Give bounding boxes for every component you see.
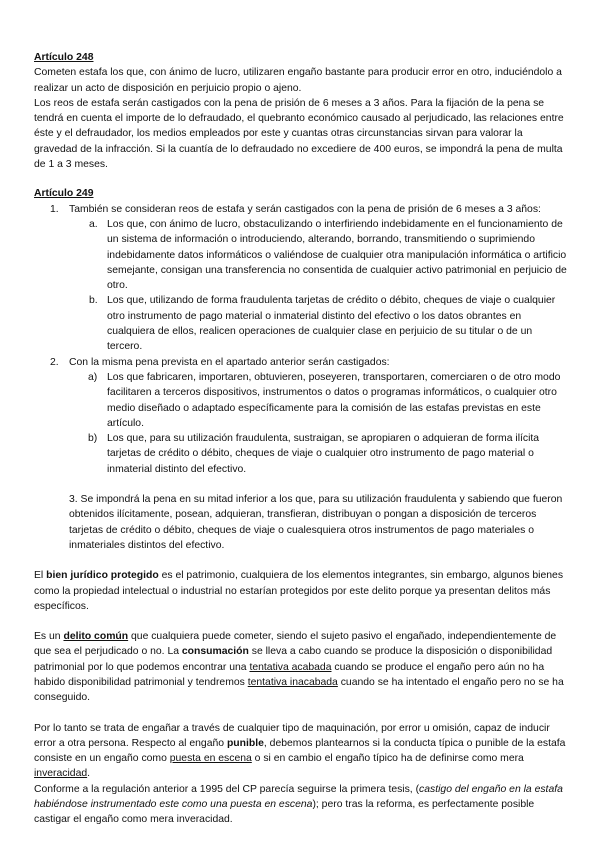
list-item-2: [34, 355, 568, 370]
list-marker: a.: [89, 218, 98, 230]
text-run: , debemos plantearnos si la conducta típica o punible de la estafa consiste en un engaño como: [34, 737, 566, 765]
article-249-section: [34, 186, 568, 553]
text-run: Conforme a la regulación anterior a 1995 del CP parecía seguirse la primera tesis, (: [34, 783, 420, 795]
list-item-1: [34, 202, 568, 217]
document-page: [34, 50, 568, 828]
text-run: El: [34, 570, 47, 582]
underlined-term-inveracidad: inveracidad: [34, 768, 88, 780]
text-run: Por lo tanto se trata de engañar a través de cualquier tipo de maquinación, por error u omisión, capaz de inducir error a otra persona. Respecto al engaño: [34, 722, 550, 749]
bold-term-bien-juridico: bien jurídico protegido: [46, 570, 159, 582]
list-item-2b: [34, 431, 568, 477]
bold-term-consumacion: consumación: [181, 646, 249, 658]
article-249-heading: Artículo 249: [34, 188, 94, 200]
list-marker: 1.: [50, 203, 59, 215]
list-item-text: Los que fabricaren, importaren, obtuvieren, poseyeren, transportaren, comerciaren o de otro modo facilitaren a terceros dispositivos, instrumentos o datos o programas informáticos, o cualquier otro medio diseñado o adaptado específicamente para la comisión de las estafas previstas en este artículo.: [107, 371, 561, 429]
underlined-term-tentativa-acabada: tentativa acabada: [249, 661, 332, 673]
list-item-text: Con la misma pena prevista en el apartado anterior serán castigados:: [69, 356, 390, 368]
list-item-text: Los que, con ánimo de lucro, obstaculizando o interfiriendo indebidamente en el funcionamiento de un sistema de información o introduciendo, alterando, borrando, transmitiendo o suprimiendo indebidamente datos informáticos o valiéndose de cualquier otra manipulación informática o artificio semejante, consigan una transferencia no consentida de cualquier activo patrimonial en perjuicio de otro.: [107, 218, 567, 292]
bien-juridico-paragraph: [34, 568, 568, 614]
list-item-text: Los que, utilizando de forma fraudulenta tarjetas de crédito o débito, cheques de viaje o cualquier otro instrumento de pago material o inmaterial distinto del efectivo o los datos obrantes en cualquiera de ellos, realicen operaciones de cualquier clase en perjuicio de su titular o de un tercero.: [107, 295, 556, 353]
underlined-term-tentativa-inacabada: tentativa inacabada: [247, 676, 338, 688]
bold-term-punible: punible: [226, 737, 264, 749]
underlined-term-puesta-en-escena: puesta en escena: [169, 753, 252, 765]
italic-quote: castigo del engaño en la estafa habiéndose instrumentado este como una puesta en escena: [34, 783, 563, 811]
article-249-paragraph-3: 3. Se impondrá la pena en su mitad inferior a los que, para su utilización fraudulenta y sabiendo que fueron obtenidos ilícitamente, posean, adquieran, transfieran, distribuyan o pongan a disposición de terceros tarjetas de crédito o débito, cheques de viaje o cualesquiera otros instrumentos de pago materiales o inmateriales distintos del efectivo.: [69, 494, 563, 551]
text-run: cuando se ha intentado el engaño pero no se ha conseguido.: [34, 676, 564, 704]
delito-comun-paragraph: [34, 629, 568, 705]
list-marker: 2.: [50, 356, 59, 368]
list-item-text: También se consideran reos de estafa y serán castigados con la pena de prisión de 6 meses a 3 años:: [69, 203, 541, 215]
text-run: ); pero tras la reforma, es perfectamente posible castigar el engaño como mera inveracidad.: [34, 799, 535, 826]
text-run: se lleva a cabo cuando se produce la disposición o disponibilidad patrimonial por lo que podemos encontrar una: [34, 646, 553, 673]
article-248-paragraph-2: Los reos de estafa serán castigados con la pena de prisión de 6 meses a 3 años. Para la fijación de la pena se tendrá en cuenta el importe de lo defraudado, el quebranto económico causado al perjudicado, las relaciones entre éste y el defraudador, los medios empleados por este y cuantas otras circunstancias sirvan para valorar la gravedad de la infracción. Si la cuantía de lo defraudado no excediere de 400 euros, se impondrá la pena de multa de 1 a 3 meses.: [34, 97, 564, 171]
list-item-text: Los que, para su utilización fraudulenta, sustraigan, se apropiaren o adquieran de forma ilícita tarjetas de crédito o débito, cheques de viaje o cualquier otro instrumento de pago material o inmaterial distinto del efectivo.: [107, 433, 540, 475]
text-run: Es un: [34, 631, 64, 643]
bold-term-delito-comun: delito común: [63, 631, 129, 643]
text-run: o si en cambio el engaño típico ha de definirse como mera: [251, 753, 524, 765]
list-item-2a: [34, 370, 568, 431]
list-item-1a: [34, 217, 568, 293]
text-run: que cualquiera puede cometer, siendo el sujeto pasivo el engañado, independientemente de que sea el perjudicado o no. La: [34, 631, 557, 658]
article-248-heading: Artículo 248: [34, 52, 94, 63]
list-marker: a): [88, 371, 98, 383]
list-marker: b): [88, 433, 98, 445]
text-run: cuando se produce el engaño pero aún no ha habido disponibilidad patrimonial y tendremos: [34, 661, 545, 688]
text-run: .: [87, 768, 91, 780]
reforma-paragraph: [34, 782, 568, 828]
list-item-1b: [34, 293, 568, 354]
article-249-list: [34, 202, 568, 477]
list-marker: b.: [89, 295, 98, 307]
engano-paragraph: [34, 721, 568, 782]
article-248-paragraph-1: Cometen estafa los que, con ánimo de lucro, utilizaren engaño bastante para producir error en otro, induciéndolo a realizar un acto de disposición en perjuicio propio o ajeno.: [34, 67, 562, 94]
text-run: es el patrimonio, cualquiera de los elementos integrantes, sin embargo, algunos bienes como la propiedad intelectual o industrial no estarían protegidos por este delito porque ya presentan delitos más específicos.: [34, 570, 564, 612]
